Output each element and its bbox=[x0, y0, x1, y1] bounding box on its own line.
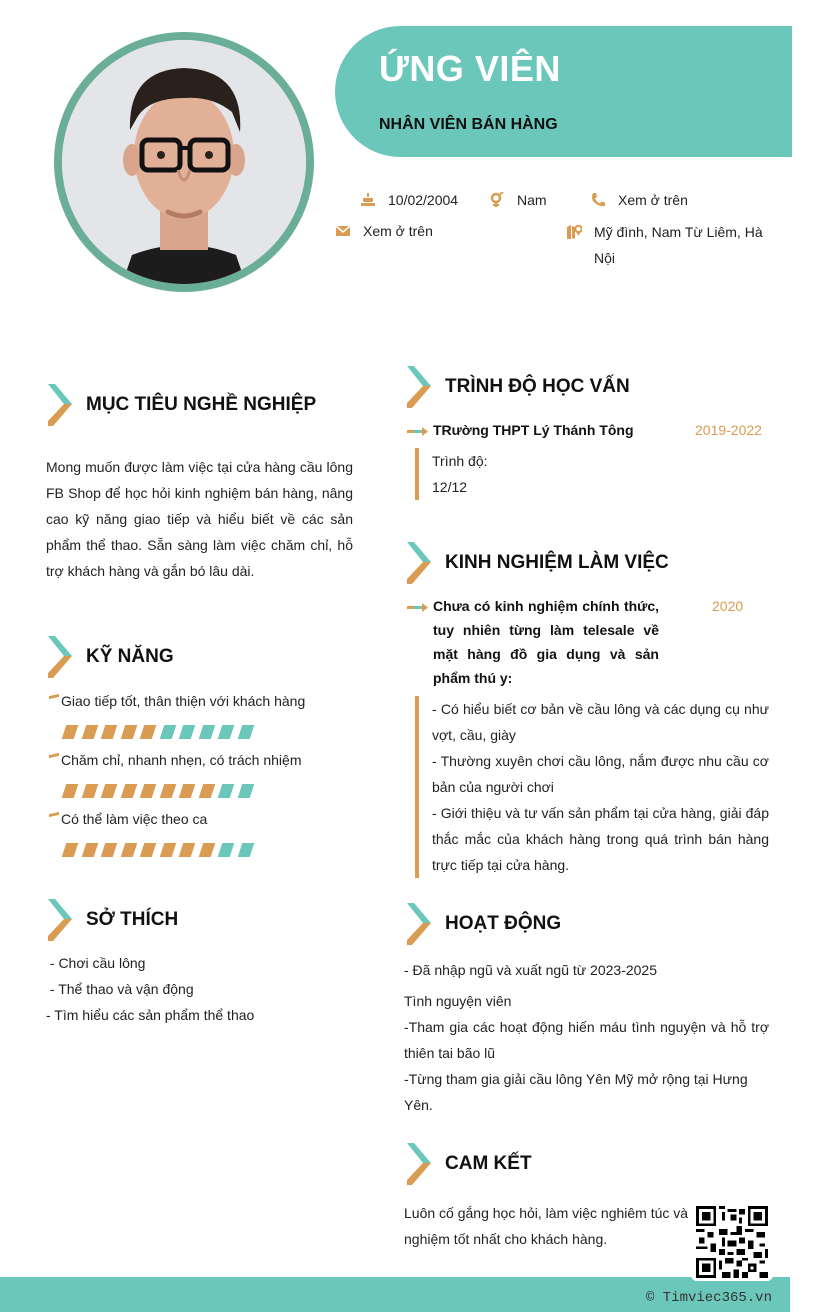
skill-label: Giao tiếp tốt, thân thiện với khách hàng bbox=[48, 691, 348, 711]
education-title: TRÌNH ĐỘ HỌC VẤN bbox=[445, 376, 630, 397]
phone-value: Xem ở trên bbox=[618, 192, 688, 208]
experience-title: KINH NGHIỆM LÀM VIỆC bbox=[445, 552, 669, 573]
skill-label: Chăm chỉ, nhanh nhẹn, có trách nhiệm bbox=[48, 750, 348, 770]
arrow-right-icon bbox=[407, 602, 429, 612]
job-position: NHÂN VIÊN BÁN HÀNG bbox=[379, 116, 558, 133]
objective-title: MỤC TIÊU NGHỀ NGHIỆP bbox=[86, 394, 317, 415]
school-name-row bbox=[407, 418, 667, 442]
commitment-heading bbox=[405, 1143, 532, 1185]
name-banner bbox=[335, 26, 792, 157]
chevron-icon bbox=[405, 903, 431, 945]
education-date: 2019-2022 bbox=[695, 422, 762, 438]
candidate-photo bbox=[62, 40, 306, 284]
skill-item bbox=[48, 691, 348, 739]
skills-heading bbox=[46, 636, 174, 678]
gender-row bbox=[489, 192, 547, 208]
activities-heading bbox=[405, 903, 561, 945]
commitment-title: CAM KẾT bbox=[445, 1153, 532, 1174]
activity-line: -Tham gia các hoạt động hiến máu tình nguyện và hỗ trợ thiên tai bão lũ bbox=[404, 1019, 769, 1061]
skill-item bbox=[48, 750, 348, 798]
address-row bbox=[566, 223, 763, 271]
activity-line: Tình nguyện viên bbox=[404, 993, 512, 1009]
email-row bbox=[335, 223, 433, 239]
chevron-icon bbox=[405, 542, 431, 584]
skill-rating-bar bbox=[64, 725, 348, 739]
email-value: Xem ở trên bbox=[363, 223, 433, 239]
skills-title: KỸ NĂNG bbox=[86, 646, 174, 667]
chevron-icon bbox=[46, 384, 72, 426]
hobby-item: - Thể thao và vận động bbox=[46, 981, 194, 997]
chevron-icon bbox=[405, 366, 431, 408]
map-pin-icon bbox=[566, 224, 582, 240]
avatar bbox=[62, 40, 306, 284]
skill-label: Có thể làm việc theo ca bbox=[48, 809, 348, 829]
education-level-label: Trình độ: bbox=[432, 453, 488, 469]
experience-point: - Có hiểu biết cơ bản về cầu lông và các dụng cụ như vợt, cầu, giày bbox=[432, 701, 769, 743]
objective-text: Mong muốn được làm việc tại cửa hàng cầu lông FB Shop để học hỏi kinh nghiệm bán hàng, nâng cao kỹ năng giao tiếp và hiểu biết về các sản phẩm thể thao. Sẵn sàng làm việc chăm chỉ, hỗ trợ khách hàng và gắn bó lâu dài. bbox=[46, 459, 353, 579]
phone-icon bbox=[590, 192, 606, 208]
gender-value: Nam bbox=[517, 192, 547, 208]
objective-heading bbox=[46, 384, 316, 426]
cake-icon bbox=[360, 192, 376, 208]
arrow-right-icon bbox=[407, 426, 429, 436]
experience-date: 2020 bbox=[712, 598, 744, 614]
activity-line: - Đã nhập ngũ và xuất ngũ từ 2023-2025 bbox=[404, 962, 657, 978]
experience-arrow bbox=[407, 598, 434, 616]
hobby-item: - Tìm hiểu các sản phẩm thể thao bbox=[46, 1007, 255, 1023]
skill-rating-bar bbox=[64, 784, 348, 798]
hobbies-heading bbox=[46, 899, 178, 941]
experience-heading bbox=[405, 542, 669, 584]
avatar-ring bbox=[54, 32, 314, 292]
chevron-icon bbox=[46, 899, 72, 941]
mail-icon bbox=[335, 223, 351, 239]
education-level-value: 12/12 bbox=[432, 479, 468, 495]
experience-point: - Giới thiệu và tư vấn sản phẩm tại cửa hàng, giải đáp thắc mắc của khách hàng trong quá trình bán hàng trực tiếp tại cửa hàng. bbox=[432, 805, 769, 873]
hobbies-title: SỞ THÍCH bbox=[86, 909, 179, 930]
experience-role: Chưa có kinh nghiệm chính thức, tuy nhiên từng làm telesale về mặt hàng đồ gia dụng và sản phẩm thú y: bbox=[433, 598, 659, 686]
experience-details bbox=[415, 696, 769, 878]
address-line-2: Nội bbox=[594, 250, 616, 266]
skill-rating-bar bbox=[64, 843, 348, 857]
experience-point: - Thường xuyên chơi cầu lông, nắm được nhu cầu cơ bản của người chơi bbox=[432, 753, 769, 795]
activities-title: HOẠT ĐỘNG bbox=[445, 913, 562, 934]
phone-row bbox=[590, 192, 688, 208]
education-heading bbox=[405, 366, 630, 408]
chevron-icon bbox=[46, 636, 72, 678]
birthday-row bbox=[360, 192, 458, 208]
gender-icon bbox=[489, 192, 505, 208]
candidate-name: ỨNG VIÊN bbox=[379, 48, 561, 89]
birthday-value: 10/02/2004 bbox=[388, 192, 459, 208]
footer-copyright[interactable]: © Timviec365.vn bbox=[645, 1290, 772, 1306]
address-line-1: Mỹ đình, Nam Từ Liêm, Hà bbox=[594, 224, 763, 240]
skill-item bbox=[48, 809, 348, 857]
chevron-icon bbox=[405, 1143, 431, 1185]
activity-line: -Từng tham gia giải cầu lông Yên Mỹ mở rộng tại Hưng Yên. bbox=[404, 1071, 748, 1113]
education-details bbox=[415, 448, 765, 500]
hobby-item: - Chơi cầu lông bbox=[46, 955, 146, 971]
activities-details bbox=[404, 988, 769, 1118]
qr-code[interactable] bbox=[691, 1201, 773, 1281]
school-name: TRường THPT Lý Thánh Tông bbox=[433, 422, 634, 438]
commitment-text: Luôn cố gắng học hỏi, làm việc nghiêm túc và nghiệm tốt nhất cho khách hàng. bbox=[404, 1205, 689, 1247]
footer-bar bbox=[0, 1277, 790, 1312]
